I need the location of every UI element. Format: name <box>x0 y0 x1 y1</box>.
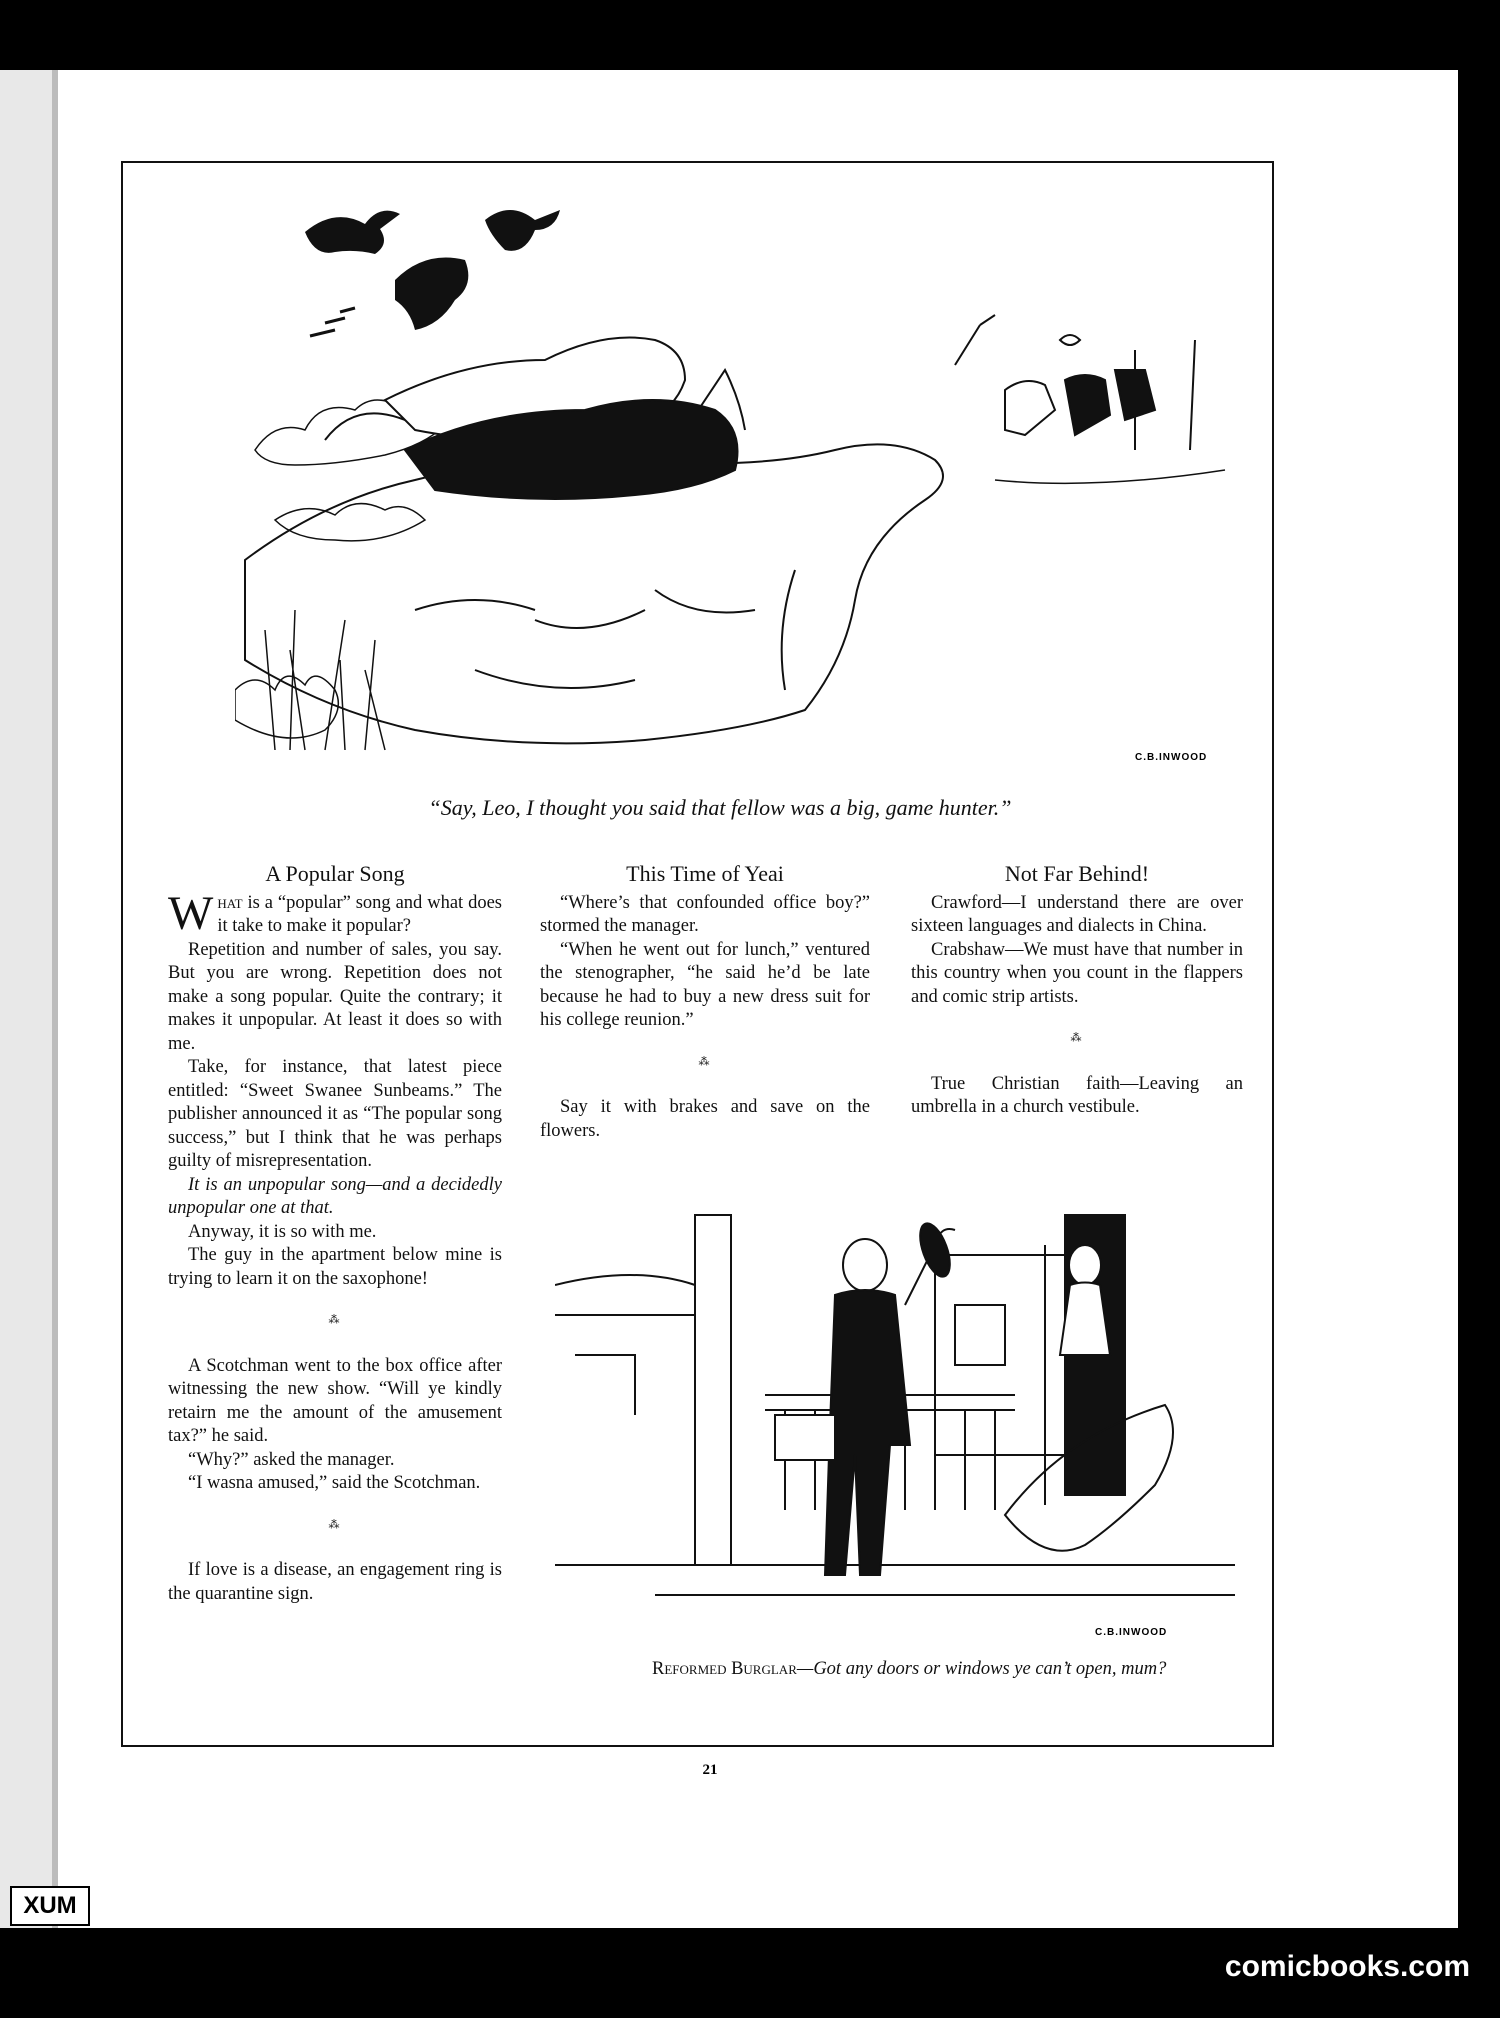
page-number: 21 <box>702 1762 718 1778</box>
vulture-icon <box>305 210 560 336</box>
paragraph: Crabshaw—We must have that number in this country when you count in the flappers and comic strip artists. <box>911 939 1243 1007</box>
paragraph: Take, for instance, that latest piece entitled: “Sweet Swanee Sunbeams.” The publisher announced it as “The popular song success,” but I think that he was perhaps guilty of misrepresentation. <box>168 1057 502 1171</box>
caption-lead: Reformed Burglar <box>652 1659 797 1679</box>
paragraph: Repetition and number of sales, you say. But you are wrong. Repetition does not make a song popular. Quite the contrary; it makes it unpopular. At least it does so with me. <box>168 939 502 1054</box>
separator-stars: ⁂ <box>698 1055 712 1068</box>
caption-text: —Got any doors or windows ye can’t open, mum? <box>796 1659 1167 1679</box>
grass-tuft <box>235 610 385 750</box>
book-spine <box>0 70 58 1928</box>
paragraph: True Christian faith—Leaving an umbrella in a church vestibule. <box>911 1073 1243 1117</box>
fleeing-hunters <box>955 315 1195 450</box>
column-not-far-behind <box>911 862 1243 1120</box>
paragraph: Crawford—I understand there are over sixteen languages and dialects in China. <box>911 892 1243 936</box>
paragraph: The guy in the apartment below mine is trying to learn it on the saxophone! <box>168 1245 502 1289</box>
column-title: A Popular Song <box>265 861 405 886</box>
column-title: This Time of Yeai <box>626 861 784 886</box>
xum-badge: XUM <box>10 1886 90 1926</box>
drop-cap-rest: hat <box>217 892 243 913</box>
paragraph: “When he went out for lunch,” ventured the stenographer, “he said he’d be late because he had to buy a new dress suit for his college reunion.” <box>540 939 870 1030</box>
drop-cap: W <box>168 886 214 940</box>
column-popular-song <box>168 862 502 1606</box>
separator-stars: ⁂ <box>328 1518 342 1531</box>
top-cartoon-illustration <box>235 190 1265 780</box>
site-watermark: comicbooks.com <box>1224 1950 1470 1983</box>
paragraph: “Where’s that confounded office boy?” stormed the manager. <box>540 892 870 936</box>
bottom-cartoon-caption <box>652 1658 1172 1681</box>
paragraph: If love is a disease, an engagement ring is the quarantine sign. <box>168 1560 502 1604</box>
paragraph: Say it with brakes and save on the flowers. <box>540 1097 870 1141</box>
burglar-figure-icon[interactable] <box>775 1220 956 1575</box>
paragraph: It is an unpopular song—and a decidedly unpopular one at that. <box>168 1174 502 1218</box>
paragraph: A Scotchman went to the box office after witnessing the new show. “Will ye kindly retairn me the amount of the amusement tax?” he said. <box>168 1355 502 1446</box>
paragraph <box>168 886 502 940</box>
paragraph: Anyway, it is so with me. <box>188 1221 377 1242</box>
paragraph: “Why?” asked the manager. <box>188 1449 395 1470</box>
bottom-cartoon-signature: C.B.INWOOD <box>1095 1627 1168 1638</box>
column-this-time-of-year <box>540 862 870 1143</box>
column-title: Not Far Behind! <box>1004 861 1150 886</box>
separator-stars: ⁂ <box>328 1314 342 1326</box>
paragraph-text: is a “popular” song and what does it take to make it popular? <box>217 892 502 936</box>
separator-stars: ⁂ <box>1070 1032 1084 1044</box>
top-cartoon-caption: “Say, Leo, I thought you said that fellow was a big, game hunter.” <box>428 795 1012 820</box>
lion-icon <box>325 338 738 500</box>
bottom-cartoon-illustration <box>555 1195 1235 1645</box>
top-cartoon-signature: C.B.INWOOD <box>1135 752 1208 763</box>
paragraph: “I wasna amused,” said the Scotchman. <box>188 1473 481 1493</box>
